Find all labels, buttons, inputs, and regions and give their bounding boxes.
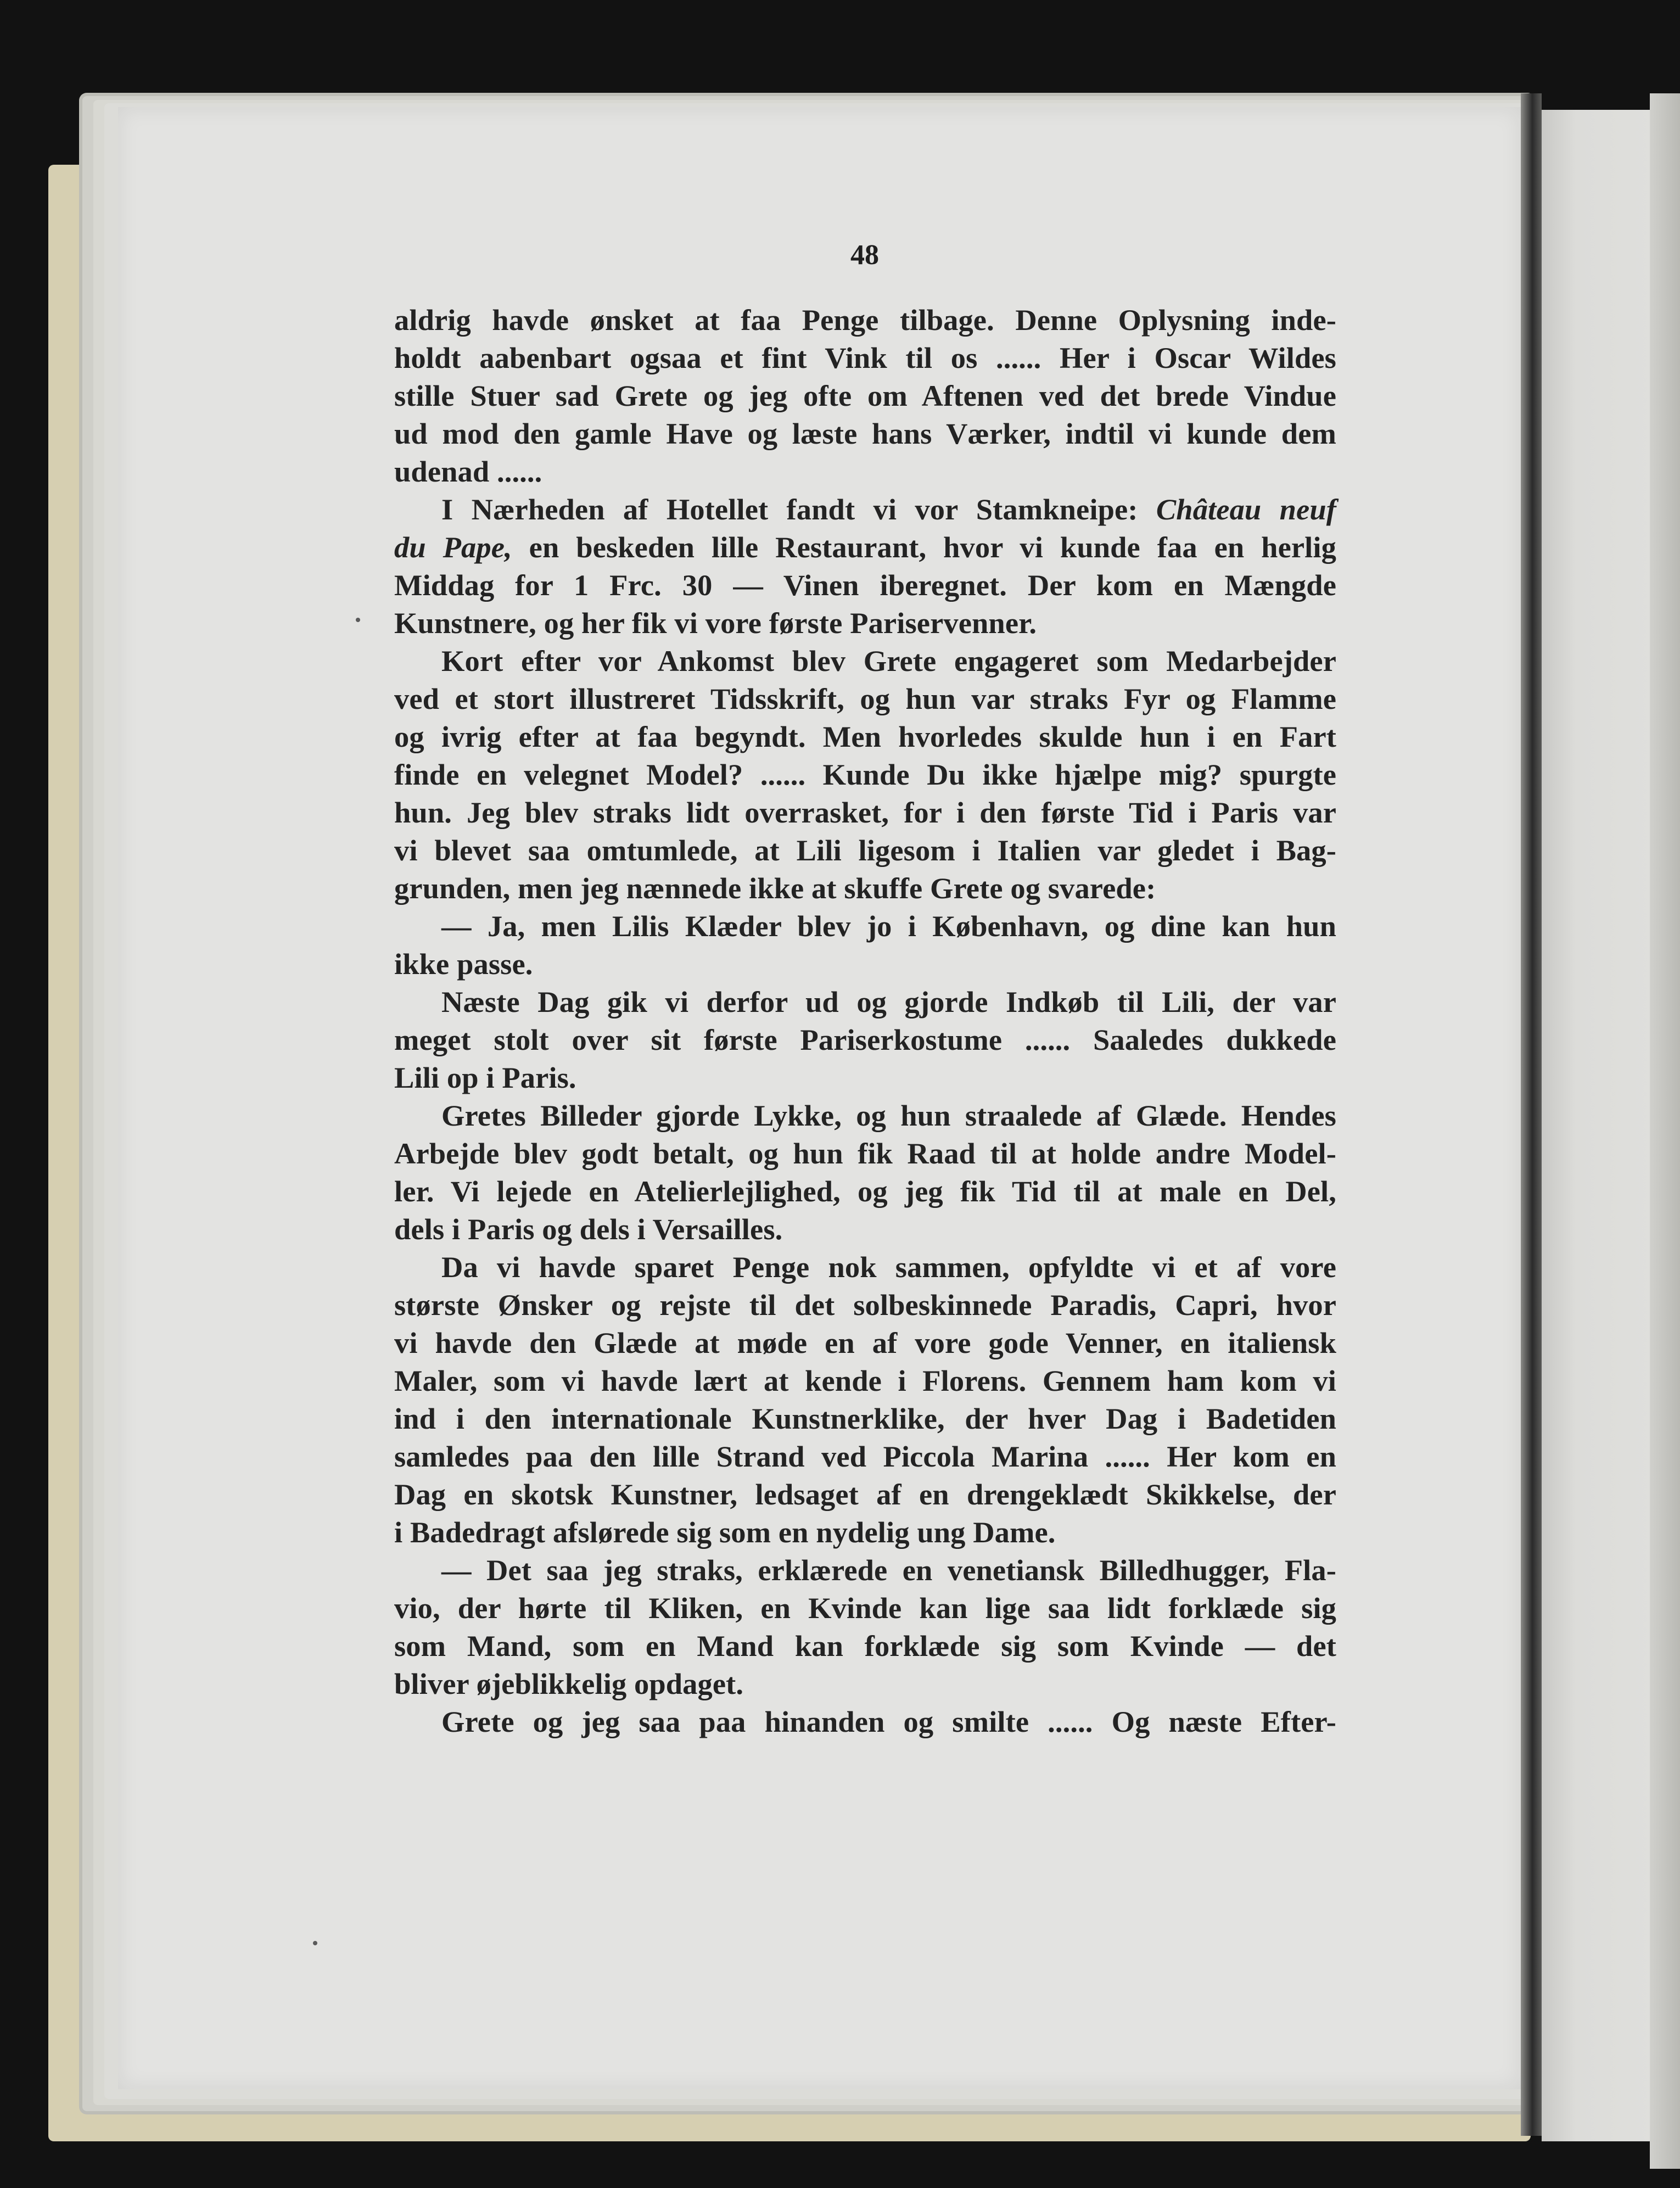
text-line: Da vi havde sparet Penge nok sammen, opfyldte vi et af vore xyxy=(441,1250,1336,1284)
text-line: Middag for 1 Frc. 30 — Vinen iberegnet. Der kom en Mængde xyxy=(394,568,1336,602)
text-line: Grete og jeg saa paa hinanden og smilte ...... Og næste Efter- xyxy=(441,1705,1336,1738)
text-line: Arbejde blev godt betalt, og hun fik Raad til at holde andre Model- xyxy=(394,1137,1336,1170)
book-gutter xyxy=(1521,93,1542,2136)
text-line: finde en velegnet Model? ...... Kunde Du ikke hjælpe mig? spurgte xyxy=(394,758,1336,791)
text-line: ud mod den gamle Have og læste hans Værker, indtil vi kunde dem xyxy=(394,417,1336,450)
page-number: 48 xyxy=(850,239,879,271)
text-line: største Ønsker og rejste til det solbeskinnede Paradis, Capri, hvor xyxy=(394,1288,1336,1322)
body-text xyxy=(394,301,1336,1741)
text-line: — Det saa jeg straks, erklærede en venetiansk Billedhugger, Fla- xyxy=(441,1553,1336,1587)
paper-speck xyxy=(356,618,360,622)
text-line: i Badedragt afslørede sig som en nydelig ung Dame. xyxy=(394,1515,1056,1549)
text-line: Kort efter vor Ankomst blev Grete engageret som Medarbejder xyxy=(441,644,1336,678)
text-segment: I Nærheden af Hotellet fandt vi vor Stamkneipe: xyxy=(441,493,1156,526)
text-line: udenad ...... xyxy=(394,455,542,488)
text-line: og ivrig efter at faa begyndt. Men hvorledes skulde hun i en Fart xyxy=(394,720,1336,753)
paper-speck xyxy=(313,1941,317,1945)
italic-title: Château neuf xyxy=(1156,493,1336,526)
text-line: hun. Jeg blev straks lidt overrasket, for i den første Tid i Paris var xyxy=(394,796,1336,829)
text-line: Kunstnere, og her fik vi vore første Pariservenner. xyxy=(394,606,1037,640)
text-line: Lili op i Paris. xyxy=(394,1061,576,1094)
text-line: ind i den internationale Kunstnerklike, der hver Dag i Badetiden xyxy=(394,1402,1336,1435)
text-line: holdt aabenbart ogsaa et fint Vink til os ...... Her i Oscar Wildes xyxy=(394,341,1336,374)
text-line: stille Stuer sad Grete og jeg ofte om Aftenen ved det brede Vindue xyxy=(394,379,1336,412)
text-segment: en beskeden lille Restaurant, hvor vi kunde faa en herlig xyxy=(512,530,1336,564)
facing-page-edge xyxy=(1650,93,1680,2169)
text-line: vio, der hørte til Kliken, en Kvinde kan lige saa lidt forklæde sig xyxy=(394,1591,1336,1625)
text-line: grunden, men jeg nænnede ikke at skuffe Grete og svarede: xyxy=(394,871,1156,905)
text-line: som Mand, som en Mand kan forklæde sig som Kvinde — det xyxy=(394,1629,1336,1663)
text-line: meget stolt over sit første Pariserkostume ...... Saaledes dukkede xyxy=(394,1023,1336,1056)
text-line: vi havde den Glæde at møde en af vore gode Venner, en italiensk xyxy=(394,1326,1336,1359)
text-line: samledes paa den lille Strand ved Piccola Marina ...... Her kom en xyxy=(394,1440,1336,1473)
italic-title: du Pape, xyxy=(394,530,512,564)
text-line: ikke passe. xyxy=(394,947,533,981)
text-line: Dag en skotsk Kunstner, ledsaget af en drengeklædt Skikkelse, der xyxy=(394,1478,1336,1511)
text-line: dels i Paris og dels i Versailles. xyxy=(394,1212,783,1246)
text-line: ler. Vi lejede en Atelierlejlighed, og jeg fik Tid til at male en Del, xyxy=(394,1174,1336,1208)
text-line: Gretes Billeder gjorde Lykke, og hun straalede af Glæde. Hendes xyxy=(441,1099,1336,1132)
text-line: — Ja, men Lilis Klæder blev jo i København, og dine kan hun xyxy=(441,909,1336,943)
text-line: Maler, som vi havde lært at kende i Florens. Gennem ham kom vi xyxy=(394,1364,1336,1397)
text-line: vi blevet saa omtumlede, at Lili ligesom i Italien var gledet i Bag- xyxy=(394,833,1336,867)
text-line: Næste Dag gik vi derfor ud og gjorde Indkøb til Lili, der var xyxy=(441,985,1336,1019)
text-line: aldrig havde ønsket at faa Penge tilbage. Denne Oplysning inde- xyxy=(394,303,1336,337)
text-line xyxy=(394,528,1336,566)
text-line: bliver øjeblikkelig opdaget. xyxy=(394,1667,744,1700)
text-line: ved et stort illustreret Tidsskrift, og hun var straks Fyr og Flamme xyxy=(394,682,1336,715)
text-line xyxy=(394,490,1336,528)
